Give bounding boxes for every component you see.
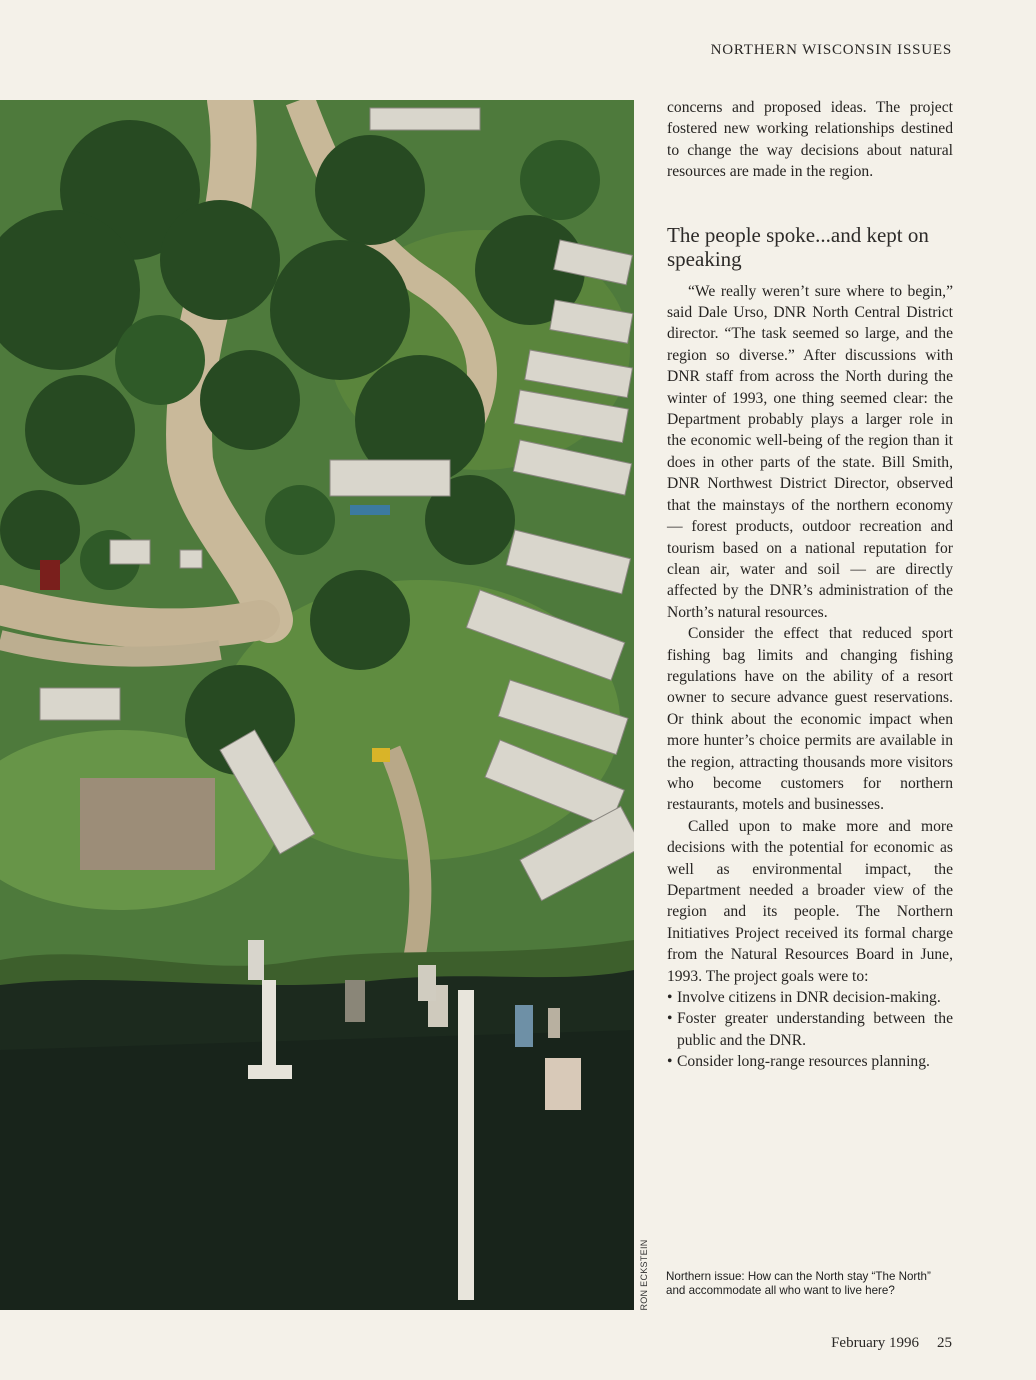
goals-list xyxy=(667,987,953,1073)
article-paragraph-1: concerns and proposed ideas. The project fostered new working relationships destined to change the way decisions about natural resources are made in the region. xyxy=(667,99,953,181)
article-paragraph-3: Consider the effect that reduced sport fishing bag limits and changing fishing regulations have on the ability of a resort owner to secure advance guest reservations. Or think about the economic impact when more hunter’s choice permits are available in the region, attracting thousands more visitors who become customers for northern restaurants, motels and businesses. xyxy=(667,625,953,814)
page-number: 25 xyxy=(937,1335,952,1351)
photo-caption: Northern issue: How can the North stay “The North” and accommodate all who want to live here? xyxy=(666,1270,931,1297)
page-footer xyxy=(831,1335,952,1352)
article-paragraph-2: “We really weren’t sure where to begin,” said Dale Urso, DNR North Central District director. “The task seemed so large, and the region so diverse.” After discussions with DNR staff from across the North during the winter of 1993, one thing seemed clear: the Department probably plays a larger role in the economic well-being of the region than it does in other parts of the state. Bill Smith, DNR Northwest District Director, observed that the mainstays of the northern economy — forest products, outdoor recreation and tourism based on a national reputation for clean air, water and soil — are directly affected by the DNR’s administration of the North’s natural resources. xyxy=(667,282,953,621)
issue-date: February 1996 xyxy=(831,1335,919,1351)
aerial-photo xyxy=(0,100,634,1310)
article-paragraph-4: Called upon to make more and more decisions with the potential for economic as well as environmental impact, the Department needed a broader view of the region and its people. The Northern Initiatives Project received its formal charge from the Natural Resources Board in June, 1993. The project goals were to: xyxy=(667,817,953,985)
article-column xyxy=(667,97,953,1073)
list-item: • Consider long-range resources planning. xyxy=(667,1051,953,1072)
photo-credit: RON ECKSTEIN xyxy=(639,1239,649,1311)
list-item: • Foster greater understanding between the public and the DNR. xyxy=(667,1008,953,1051)
section-heading: The people spoke...and kept on speaking xyxy=(667,222,929,271)
list-item: • Involve citizens in DNR decision-making. xyxy=(667,987,953,1008)
running-head: NORTHERN WISCONSIN ISSUES xyxy=(710,42,952,58)
